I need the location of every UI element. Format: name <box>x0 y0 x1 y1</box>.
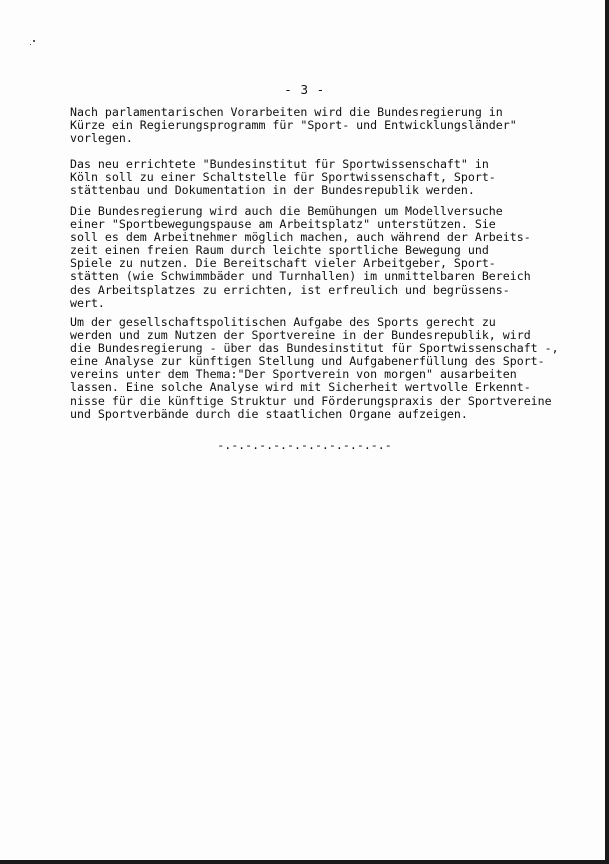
scan-edge-right <box>605 0 609 864</box>
scan-speck <box>33 40 35 42</box>
paragraph-sports-club-analysis: Um der gesellschaftspolitischen Aufgabe des Sports gerecht zu werden und zum Nutzen der Sportvereine in der Bundesrepublik, wird die Bundesregierung - über das Bundesinstitut für Sportwissenschaft -, eine Analyse zur künftigen Stellung und Aufgabenerfüllung des Sport- vereins unter dem Thema:"Der Sportverein von morgen" ausarbeiten lassen. Eine solche Analyse wird mit Sicherheit wertvolle Erkennt- nisse für die künftige Struktur und Förderungspraxis der Sportvereine und Sportverbände durch die staatlichen Organe aufzeigen. <box>70 315 559 421</box>
paragraph-sport-development-countries: Nach parlamentarischen Vorarbeiten wird die Bundesregierung in Kürze ein Regierungsprogramm für "Sport- und Entwicklungsländer" vorlegen. <box>70 105 517 146</box>
paragraph-bundesinstitut: Das neu errichtete "Bundesinstitut für Sportwissenschaft" in Köln soll zu einer Schaltstelle für Sportwissenschaft, Sport- stättenbau und Dokumentation in der Bundesrepublik werden. <box>70 157 496 198</box>
section-separator: -.-.-.-.-.-.-.-.-.-.-.-.- <box>217 438 392 452</box>
paragraph-workplace-exercise: Die Bundesregierung wird auch die Bemühungen um Modellversuche einer "Sportbewegungspause am Arbeitsplatz" unterstützen. Sie soll es dem Arbeitnehmer möglich machen, auch während der Arbeits- zeit einen freien Raum durch leichte sportliche Bewegung und Spiele zu nutzen. Die Bereitschaft vieler Arbeitgeber, Sport- stätten (wie Schwimmbäder und Turnhallen) im unmittelbaren Bereich des Arbeitsplatzes zu errichten, ist erfreulich und begrüssens- wert. <box>70 204 531 310</box>
page-number: - 3 - <box>284 82 325 97</box>
scan-edge-bottom <box>0 860 609 864</box>
scan-speck <box>30 44 31 45</box>
